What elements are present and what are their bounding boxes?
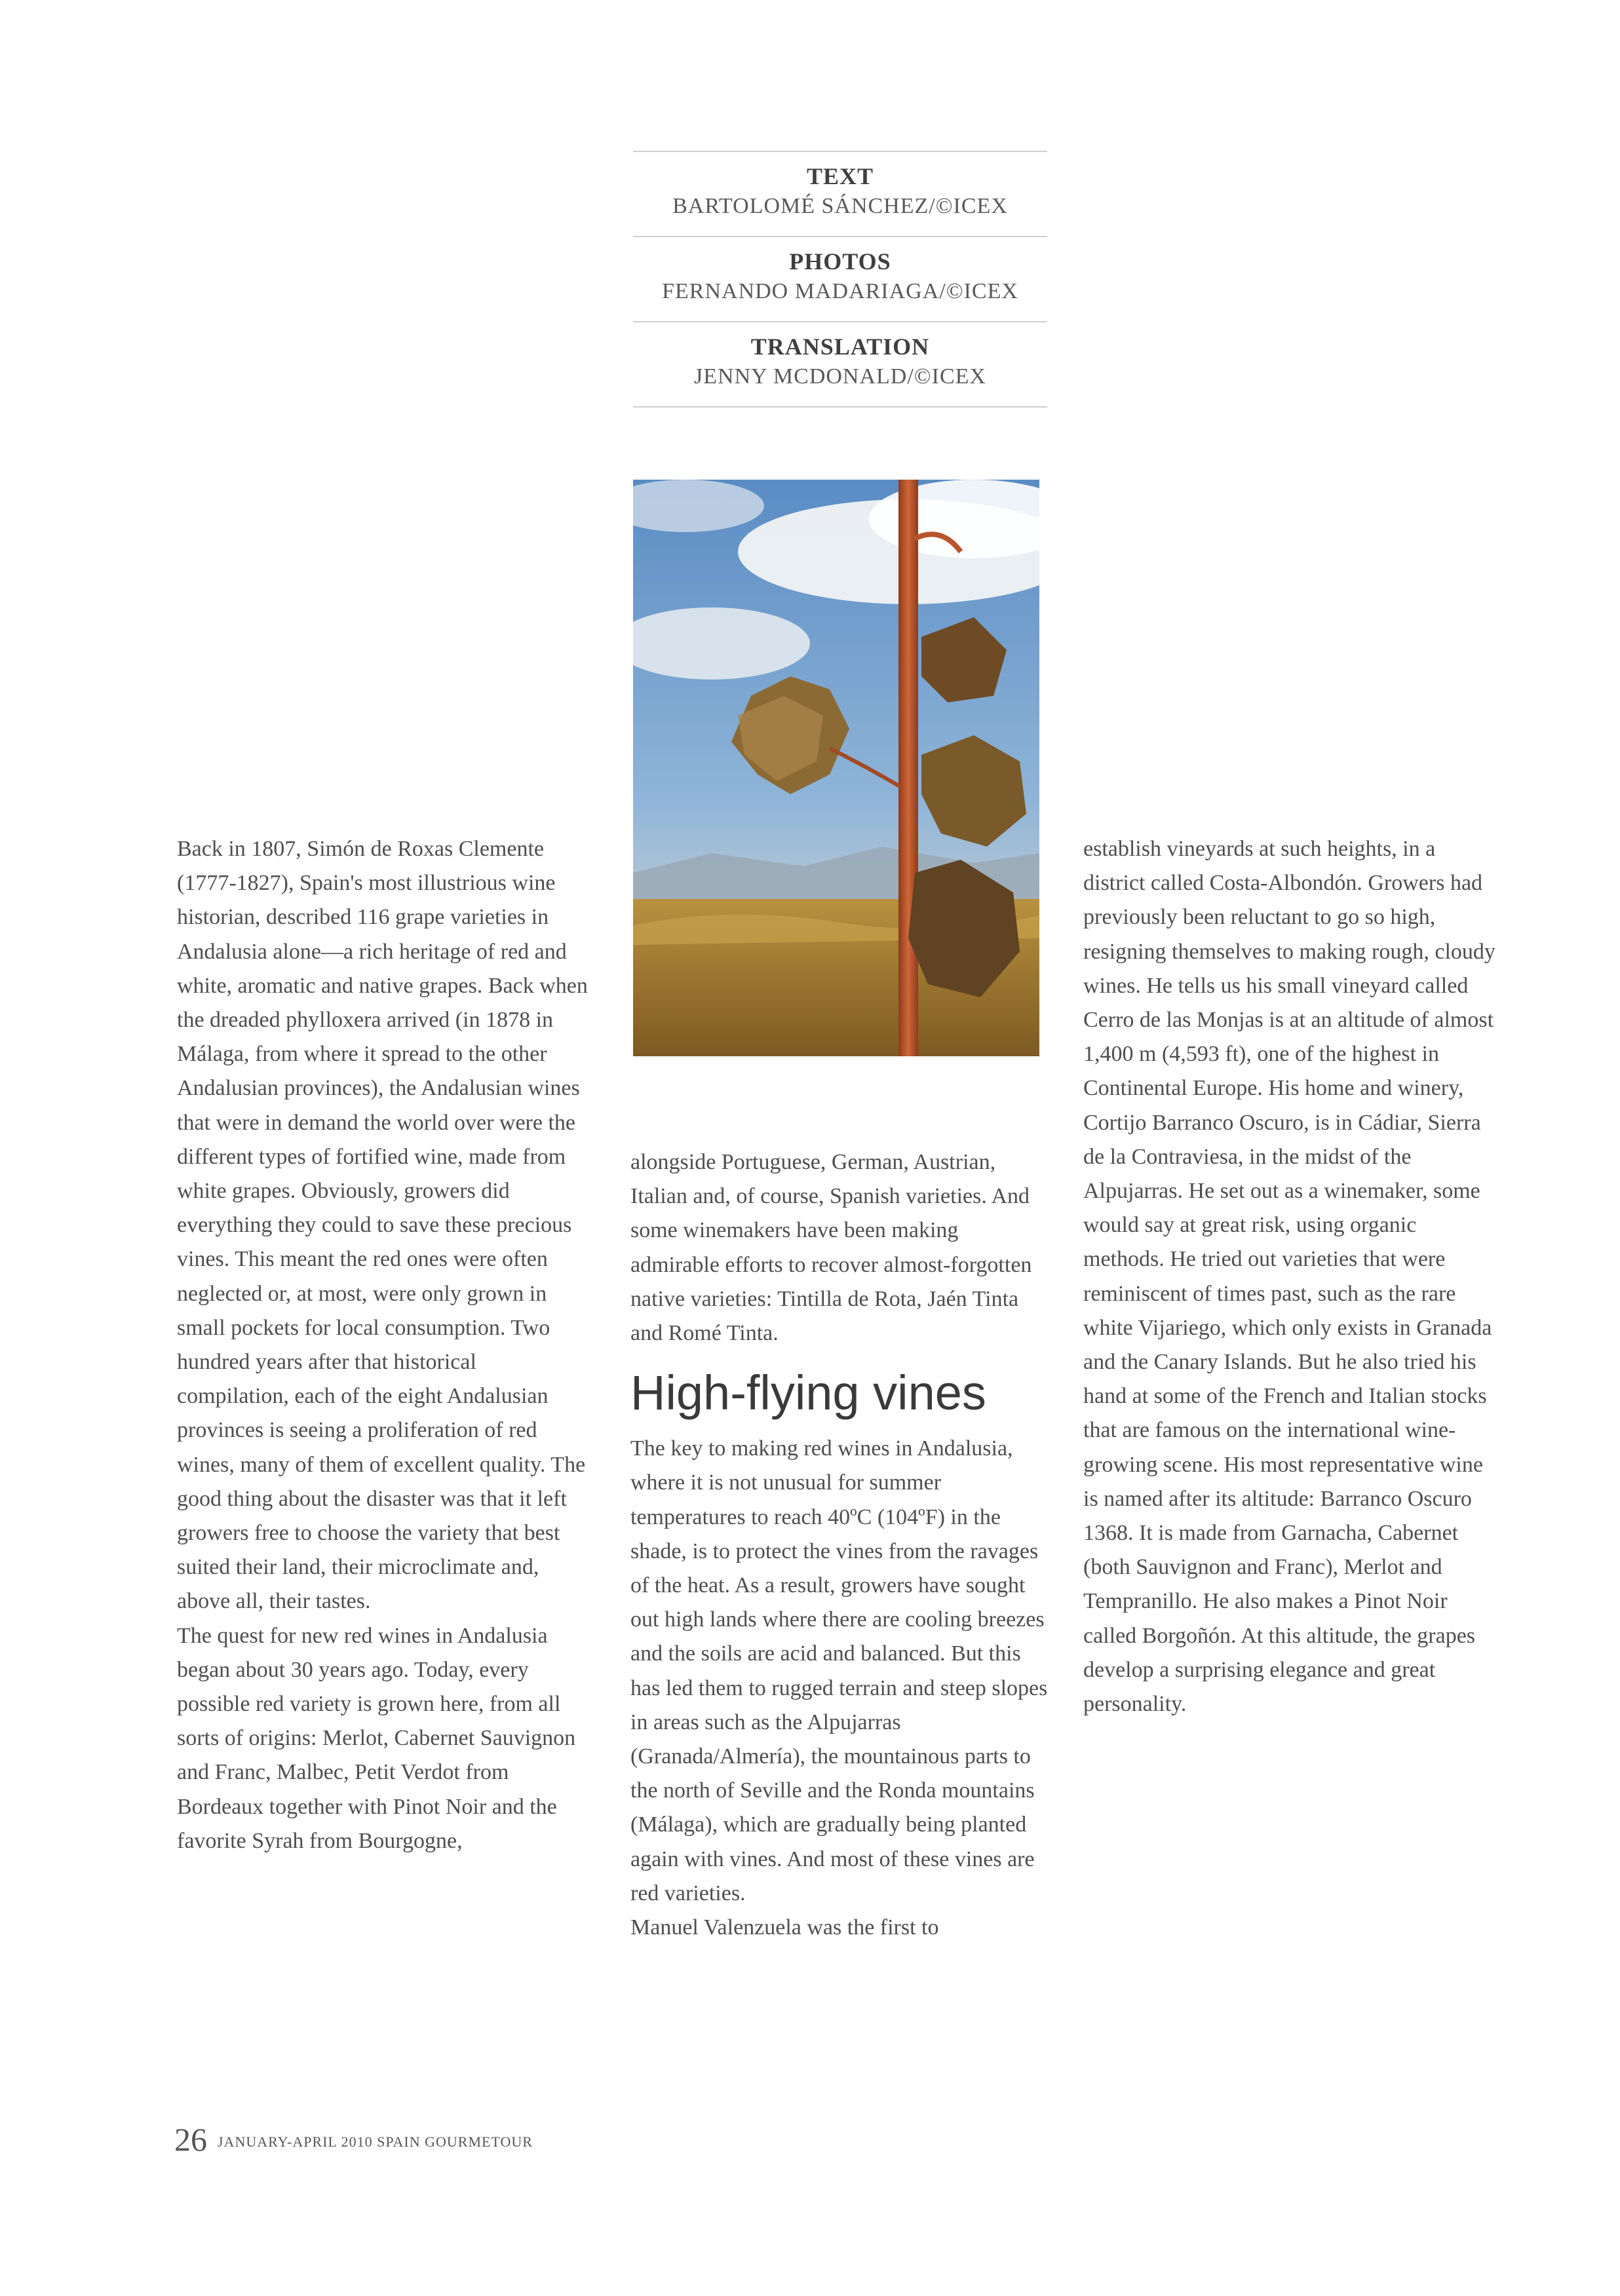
article-column-2 bbox=[630, 1145, 1050, 1945]
grapevine-photo-icon bbox=[633, 480, 1039, 1056]
credit-name: JENNY MCDONALD/©ICEX bbox=[694, 364, 986, 389]
body-paragraph: alongside Portuguese, German, Austrian, Italian and, of course, Spanish varieties. And some winemakers have been making admirable efforts to recover almost-forgotten native varieties: Tintilla de Rota, Jaén Tinta and Romé Tinta. bbox=[630, 1150, 1032, 1346]
body-paragraph: Back in 1807, Simón de Roxas Clemente (1777-1827), Spain's most illustrious wine historian, described 116 grape varieties in Andalusia alone—a rich heritage of red and white, aromatic and native grapes. Back when the dreaded phylloxera arrived (in 1878 in Málaga, from where it spread to the other Andalusian provinces), the Andalusian wines that were in demand the world over were the different types of fortified wine, made from white grapes. Obviously, growers did everything they could to save these precious vines. This meant the red ones were often neglected or, at most, were only grown in small pockets for local consumption. Two hundred years after that historical compilation, each of the eight Andalusian provinces is seeing a proliferation of red wines, many of them of excellent quality. The good thing about the disaster was that it left growers free to choose the variety that best suited their land, their microclimate and, above all, their tastes. bbox=[177, 837, 588, 1614]
grapevine-photo bbox=[633, 480, 1039, 1056]
credits-block bbox=[633, 151, 1047, 408]
body-paragraph: The quest for new red wines in Andalusia began about 30 years ago. Today, every possible red variety is grown here, from all sorts of origins: Merlot, Cabernet Sauvignon and Franc, Malbec, Petit Verdot from Bordeaux together with Pinot Noir and the favorite Syrah from Bourgogne, bbox=[177, 1623, 576, 1853]
credit-role: TEXT bbox=[806, 163, 874, 189]
issue-label: JANUARY-APRIL 2010 SPAIN GOURMETOUR bbox=[218, 2133, 533, 2150]
credit-text bbox=[633, 152, 1047, 236]
credit-photos bbox=[633, 237, 1047, 321]
credit-name: BARTOLOMÉ SÁNCHEZ/©ICEX bbox=[672, 194, 1008, 218]
credit-role: PHOTOS bbox=[789, 248, 891, 275]
body-paragraph: Manuel Valenzuela was the first to bbox=[630, 1915, 939, 1940]
page-footer bbox=[174, 2120, 533, 2158]
credit-translation bbox=[633, 322, 1047, 406]
credit-name: FERNANDO MADARIAGA/©ICEX bbox=[662, 279, 1018, 303]
body-paragraph: establish vineyards at such heights, in a district called Costa-Albondón. Growers had previously been reluctant to go so high, resigning themselves to making rough, cloudy wines. He tells us his small vineyard called Cerro de las Monjas is at an altitude of almost 1,400 m (4,593 ft), one of the highest in Continental Europe. His home and winery, Cortijo Barranco Oscuro, is in Cádiar, Sierra de la Contraviesa, in the midst of the Alpujarras. He set out as a winemaker, some would say at great risk, using organic methods. He tried out varieties that were reminiscent of times past, such as the rare white Vijariego, which only exists in Granada and the Canary Islands. But he also tried his hand at some of the French and Italian stocks that are famous on the international wine-growing scene. His most representative wine is named after its altitude: Barranco Oscuro 1368. It is made from Garnacha, Cabernet (both Sauvignon and Franc), Merlot and Tempranillo. He also makes a Pinot Noir called Borgoñón. At this altitude, the grapes develop a surprising elegance and great personality. bbox=[1083, 837, 1495, 1717]
divider bbox=[633, 406, 1047, 408]
section-heading: High-flying vines bbox=[630, 1366, 986, 1421]
article-column-1 bbox=[177, 832, 590, 1858]
body-paragraph: The key to making red wines in Andalusia, where it is not unusual for summer temperatures to reach 40ºC (104ºF) in the shade, is to protect the vines from the ravages of the heat. As a result, growers have sought out high lands where there are cooling breezes and the soils are acid and balanced. But this has led them to rugged terrain and steep slopes in areas such as the Alpujarras (Granada/Almería), the mountainous parts to the north of Seville and the Ronda mountains (Málaga), which are gradually being planted again with vines. And most of these vines are red varieties. bbox=[630, 1436, 1048, 1905]
article-column-3 bbox=[1083, 832, 1503, 1721]
credit-role: TRANSLATION bbox=[750, 334, 930, 360]
page-number: 26 bbox=[174, 2121, 207, 2158]
